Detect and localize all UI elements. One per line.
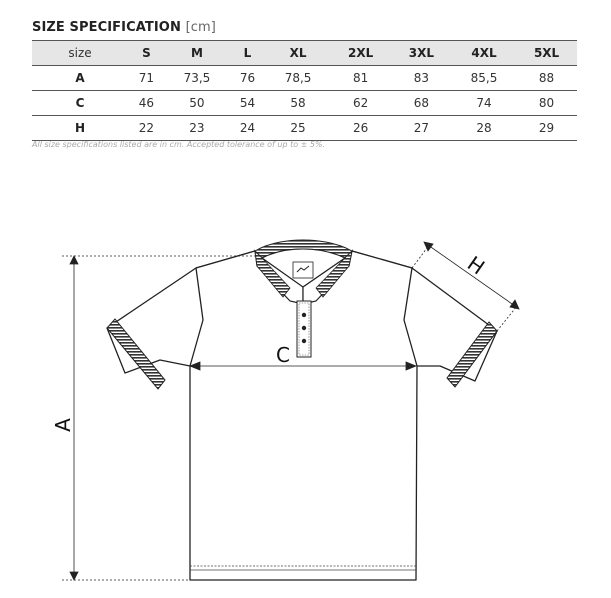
button bbox=[302, 339, 306, 343]
table-cell: 27 bbox=[391, 116, 452, 141]
button bbox=[302, 326, 306, 330]
table-cell: 73,5 bbox=[165, 66, 229, 91]
table-cell: 85,5 bbox=[452, 66, 516, 91]
size-corner-cell: size bbox=[32, 41, 128, 66]
label-c: C bbox=[276, 343, 290, 367]
label-a: A bbox=[51, 418, 75, 432]
table-cell: 76 bbox=[229, 66, 266, 91]
size-col-header: L bbox=[229, 41, 266, 66]
tolerance-note: All size specifications listed are in cm. Accepted tolerance of up to ± 5%. bbox=[32, 140, 326, 149]
table-cell: 29 bbox=[516, 116, 577, 141]
size-col-header: 5XL bbox=[516, 41, 577, 66]
table-cell: 22 bbox=[128, 116, 165, 141]
table-cell: 80 bbox=[516, 91, 577, 116]
label-h: H bbox=[462, 251, 490, 280]
table-cell: 24 bbox=[229, 116, 266, 141]
table-cell: 23 bbox=[165, 116, 229, 141]
table-cell: 26 bbox=[330, 116, 391, 141]
row-label: H bbox=[32, 116, 128, 141]
table-cell: 71 bbox=[128, 66, 165, 91]
title-unit: [cm] bbox=[185, 20, 216, 35]
row-label: C bbox=[32, 91, 128, 116]
row-label: A bbox=[32, 66, 128, 91]
table-cell: 83 bbox=[391, 66, 452, 91]
size-col-header: S bbox=[128, 41, 165, 66]
size-col-header: 4XL bbox=[452, 41, 516, 66]
table-cell: 62 bbox=[330, 91, 391, 116]
size-col-header: M bbox=[165, 41, 229, 66]
table-cell: 68 bbox=[391, 91, 452, 116]
table-cell: 74 bbox=[452, 91, 516, 116]
table-cell: 46 bbox=[128, 91, 165, 116]
size-col-header: XL bbox=[266, 41, 330, 66]
title-text: SIZE SPECIFICATION bbox=[32, 20, 181, 35]
size-col-header: 3XL bbox=[391, 41, 452, 66]
table-cell: 78,5 bbox=[266, 66, 330, 91]
brand-label bbox=[293, 262, 313, 278]
table-cell: 88 bbox=[516, 66, 577, 91]
button bbox=[302, 313, 306, 317]
size-col-header: 2XL bbox=[330, 41, 391, 66]
table-cell: 50 bbox=[165, 91, 229, 116]
table-cell: 54 bbox=[229, 91, 266, 116]
table-cell: 58 bbox=[266, 91, 330, 116]
table-cell: 28 bbox=[452, 116, 516, 141]
table-cell: 81 bbox=[330, 66, 391, 91]
table-cell: 25 bbox=[266, 116, 330, 141]
